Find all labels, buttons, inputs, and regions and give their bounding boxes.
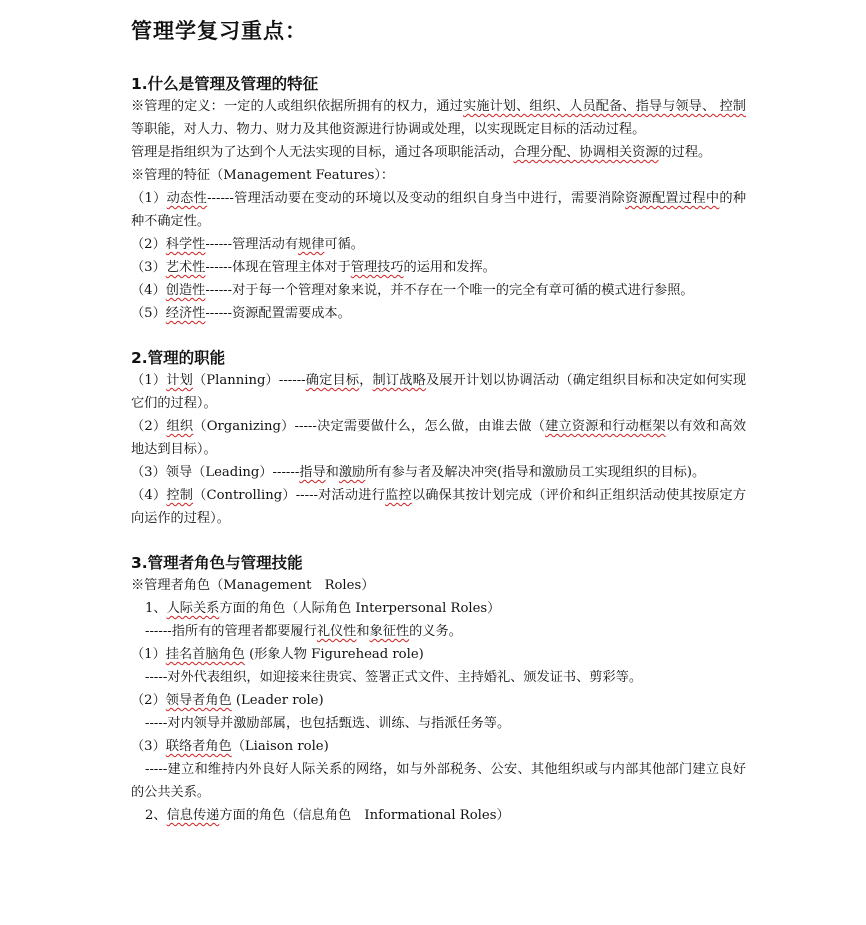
role-item-liaison: （3）联络者角色（Liaison role) <box>131 739 329 754</box>
page-title: 管理学复习重点： <box>131 19 307 43</box>
feature-item-creative: （4）创造性------对于每一个管理对象来说，并不存在一个唯一的完全有章可循的模式进行参照。 <box>131 283 694 298</box>
document-page <box>131 14 746 827</box>
role-group-interpersonal: 1、人际关系方面的角色（人际角色 Interpersonal Roles） <box>145 601 501 616</box>
paragraph-definition: ※管理的定义：一定的人或组织依据所拥有的权力，通过实施计划、组织、人员配备、指导与领导、 控制等职能，对人力、物力、财力及其他资源进行协调或处理，以实现既定目标的活动过程。 <box>131 99 746 137</box>
function-item-planning: （1）计划（Planning）------确定目标，制订战略及展开计划以协调活动（确定组织目标和决定如何实现它们的过程）。 <box>131 373 747 411</box>
feature-item-scientific: （2）科学性------管理活动有规律可循。 <box>131 237 364 252</box>
role-group-interpersonal-desc: ------指所有的管理者都要履行礼仪性和象征性的义务。 <box>145 624 462 639</box>
feature-item-artistic: （3）艺术性------体现在管理主体对于管理技巧的运用和发挥。 <box>131 260 496 275</box>
section-spacer <box>131 530 746 552</box>
role-item-figurehead-desc: -----对外代表组织，如迎接来往贵宾、签署正式文件、主持婚礼、颁发证书、剪彩等。 <box>145 670 643 685</box>
section-heading-3: 3.管理者角色与管理技能 <box>131 554 303 572</box>
function-item-organizing: （2）组织（Organizing）-----决定需要做什么，怎么做，由谁去做（建立资源和行动框架以有效和高效地达到目标）。 <box>131 419 747 457</box>
role-item-figurehead: （1）挂名首脑角色 (形象人物 Figurehead role) <box>131 647 424 662</box>
role-group-informational: 2、信息传递方面的角色（信息角色 Informational Roles） <box>145 808 510 823</box>
features-heading: ※管理的特征（Management Features）： <box>131 168 395 183</box>
roles-heading: ※管理者角色（Management Roles） <box>131 578 375 593</box>
feature-item-dynamic: （1）动态性------管理活动要在变动的环境以及变动的组织自身当中进行，需要消除资源配置过程中的种种不确定性。 <box>131 191 747 229</box>
section-heading-2: 2.管理的职能 <box>131 349 226 367</box>
role-item-leader-desc: -----对内领导并激励部属，也包括甄选、训练、与指派任务等。 <box>145 716 511 731</box>
paragraph-management: 管理是指组织为了达到个人无法实现的目标，通过各项职能活动，合理分配、协调相关资源的过程。 <box>131 145 712 160</box>
function-item-controlling: （4）控制（Controlling）-----对活动进行监控以确保其按计划完成（评价和纠正组织活动使其按原定方向运作的过程）。 <box>131 488 747 526</box>
role-item-leader: （2）领导者角色 (Leader role) <box>131 693 324 708</box>
feature-item-economic: （5）经济性------资源配置需要成本。 <box>131 306 351 321</box>
section-heading-1: 1.什么是管理及管理的特征 <box>131 75 319 93</box>
section-spacer <box>131 325 746 347</box>
function-item-leading: （3）领导（Leading）------指导和激励所有参与者及解决冲突(指导和激励员工实现组织的目标)。 <box>131 465 706 480</box>
role-item-liaison-desc: -----建立和维持内外良好人际关系的网络，如与外部税务、公安、其他组织或与内部其他部门建立良好的公共关系。 <box>131 762 746 800</box>
